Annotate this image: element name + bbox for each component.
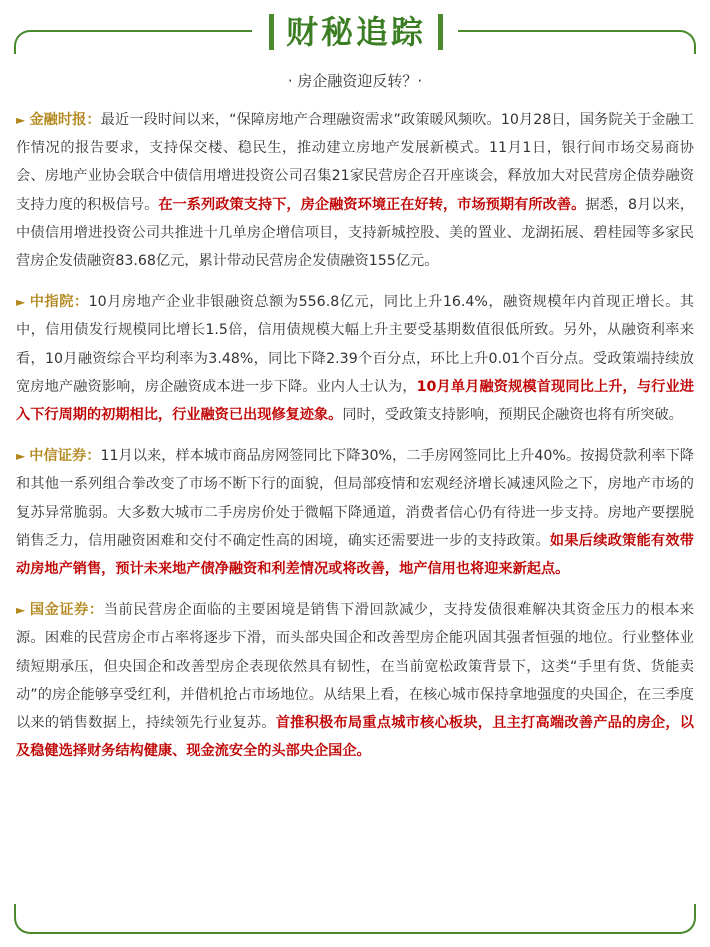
section-zhongzhiyuan <box>16 288 694 429</box>
title-right-bar <box>438 14 443 50</box>
section-zhongxin-zhengquan <box>16 442 694 583</box>
section-guojin-zhengquan <box>16 596 694 765</box>
section-text: 最近一段时间以来，“保障房地产合理融资需求”政策暖风频吹。10月28日，国务院关于金融工作情况的报告要求，支持保交楼、稳民生，推动建立房地产发展新模式。11月1日，银行间市场交易商协会、房地产业协会联合中债信用增进投资公司召集21家民营房企召开座谈会，释放加大对民营房企债券融资支持力度的积极信号。 <box>16 112 694 213</box>
section-text-tail: 据悉，8月以来，中债信用增进投资公司共推进十几单房企增信项目，支持新城控股、美的置业、龙湖拓展、碧桂园等多家民营房企发债融资83.68亿元，累计带动民营房企发债融资155亿元。 <box>16 196 694 270</box>
section-text: 当前民营房企面临的主要困境是销售下滑回款减少，支持发债很难解决其资金压力的根本来源。困难的民营房企市占率将逐步下滑，而头部央国企和改善型房企能巩固其强者恒强的地位。行业整体业绩短期承压，但央国企和改善型房企表现依然具有韧性，在当前宽松政策背景下，这类“手里有货、货能卖动”的房企能够享受红利，并借机抢占市场地位。从结果上看，在核心城市保持拿地强度的央国企，在三季度以来的销售数据上，持续领先行业复苏。 <box>16 602 694 732</box>
section-text: 11月以来，样本城市商品房网签同比下降30%，二手房网签同比上升40%。按揭贷款利率下降和其他一系列组合拳改变了市场不断下行的面貌，但局部疫情和宏观经济增长减速风险之下，房地产市场的复苏异常脆弱。大多数大城市二手房房价处于微幅下降通道，消费者信心仍有待进一步支持。房地产要摆脱销售乏力，信用融资困难和交付不确定性高的困境，确实还需要进一步的支持政策。 <box>16 448 694 549</box>
section-label: 金融时报： <box>29 112 101 128</box>
section-label: 国金证券： <box>29 602 104 619</box>
section-highlight: 首推积极布局重点城市核心板块，且主打高端改善产品的房企，以及稳健选择财务结构健康、现金流安全的头部央企国企。 <box>16 715 694 760</box>
footer-frame <box>14 904 696 934</box>
triangle-right-icon: ► <box>16 603 26 618</box>
page-subtitle: · 房企融资迎反转？· <box>287 72 423 90</box>
triangle-right-icon: ► <box>16 449 26 464</box>
article-body <box>16 106 694 778</box>
page-title: 财秘追踪 <box>285 13 426 51</box>
header-frame-left-line <box>14 30 252 54</box>
section-label: 中指院： <box>29 294 89 311</box>
section-jinrong-shibao <box>16 106 694 275</box>
header-title-block <box>256 10 456 54</box>
title-left-bar <box>269 14 274 50</box>
triangle-right-icon: ► <box>16 113 26 127</box>
section-highlight: 在一系列政策支持下，房企融资环境正在好转，市场预期有所改善。 <box>158 196 586 213</box>
section-highlight: 10月单月融资规模首现同比上升，与行业进入下行周期的初期相比，行业融资已出现修复迹象。 <box>16 378 694 424</box>
section-highlight: 如果后续政策能有效带动房地产销售，预计未来地产债净融资和利差情况或将改善，地产信用也将迎来新起点。 <box>16 532 694 578</box>
section-label: 中信证券： <box>29 448 101 465</box>
section-text: 10月房地产企业非银融资总额为556.8亿元，同比上升16.4%，融资规模年内首现正增长。其中，信用债发行规模同比增长1.5倍，信用债规模大幅上升主要受基期数值很低所致。另外，从融资利率来看，10月融资综合平均利率为3.48%，同比下降2.39个百分点，环比上升0.01个百分点。受政策端持续放宽房地产融资影响，房企融资成本进一步下降。业内人士认为， <box>16 294 694 395</box>
header-frame-right-line <box>458 30 696 54</box>
section-text-tail: 同时，受政策支持影响，预期民企融资也将有所突破。 <box>342 407 683 424</box>
triangle-right-icon: ► <box>16 295 26 310</box>
